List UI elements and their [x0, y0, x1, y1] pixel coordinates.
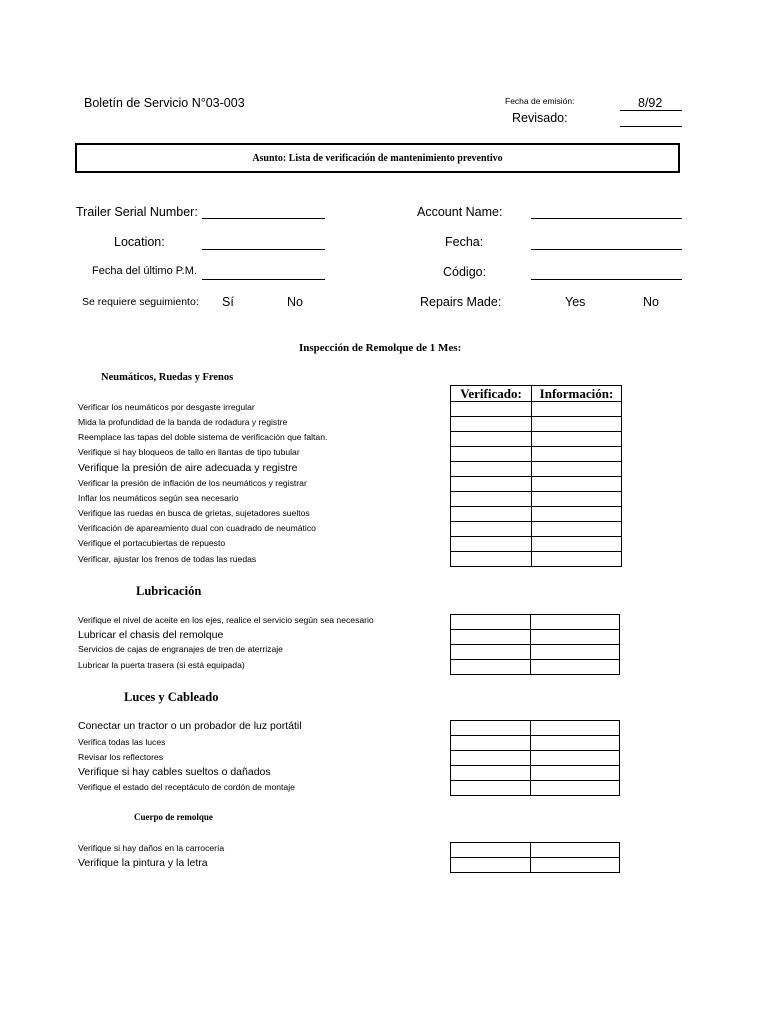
- checklist-item: Verifique el estado del receptáculo de cordón de montaje: [78, 782, 295, 792]
- verified-cell[interactable]: [451, 630, 531, 645]
- info-cell[interactable]: [531, 751, 620, 766]
- checklist-item: Verifique si hay cables sueltos o dañados: [78, 766, 271, 778]
- info-cell[interactable]: [532, 432, 622, 447]
- info-cell[interactable]: [532, 552, 622, 567]
- body-checklist-table: [450, 842, 620, 873]
- account-name-field[interactable]: [531, 218, 682, 219]
- checklist-item: Revisar los reflectores: [78, 752, 164, 762]
- info-cell[interactable]: [532, 537, 622, 552]
- info-cell[interactable]: [531, 630, 620, 645]
- last-pm-field[interactable]: [202, 279, 325, 280]
- checklist-item: Lubricar el chasis del remolque: [78, 629, 224, 641]
- checklist-item: Verifique las ruedas en busca de grietas, sujetadores sueltos: [78, 508, 310, 518]
- verified-cell[interactable]: [451, 462, 532, 477]
- verified-cell[interactable]: [451, 402, 532, 417]
- verified-cell[interactable]: [451, 492, 532, 507]
- tires-checklist-table: [450, 385, 622, 567]
- checklist-item: Verifique la pintura y la letra: [78, 857, 208, 869]
- revised-label: Revisado:: [512, 111, 568, 125]
- verified-cell[interactable]: [451, 645, 531, 660]
- trailer-serial-label: Trailer Serial Number:: [76, 205, 198, 219]
- issue-date-value: 8/92: [638, 96, 663, 110]
- repairs-yes-option[interactable]: Yes: [565, 295, 586, 309]
- checklist-item: Conectar un tractor o un probador de luz portátil: [78, 720, 302, 732]
- verified-cell[interactable]: [451, 615, 531, 630]
- checklist-item: Reemplace las tapas del doble sistema de verificación que faltan.: [78, 432, 328, 442]
- verified-cell[interactable]: [451, 417, 532, 432]
- last-pm-label: Fecha del último P.M.: [92, 265, 197, 277]
- verified-cell[interactable]: [451, 477, 532, 492]
- verified-cell[interactable]: [451, 522, 532, 537]
- verified-header: Verificado:: [451, 386, 532, 402]
- followup-label: Se requiere seguimiento:: [82, 296, 199, 308]
- followup-yes-option[interactable]: Sí: [222, 295, 234, 309]
- info-cell[interactable]: [531, 660, 620, 675]
- info-cell[interactable]: [531, 766, 620, 781]
- info-cell[interactable]: [531, 858, 620, 873]
- checklist-item: Verifique la presión de aire adecuada y registre: [78, 462, 298, 474]
- info-cell[interactable]: [532, 507, 622, 522]
- info-cell[interactable]: [532, 402, 622, 417]
- lights-checklist-table: [450, 720, 620, 796]
- followup-no-option[interactable]: No: [287, 295, 303, 309]
- checklist-item: Servicios de cajas de engranajes de tren de aterrizaje: [78, 644, 283, 654]
- repairs-no-option[interactable]: No: [643, 295, 659, 309]
- issue-date-underline: [620, 110, 682, 111]
- verified-cell[interactable]: [451, 766, 531, 781]
- info-cell[interactable]: [531, 645, 620, 660]
- bulletin-number: Boletín de Servicio N°03-003: [84, 96, 245, 110]
- checklist-item: Mida la profundidad de la banda de rodadura y registre: [78, 417, 288, 427]
- codigo-field[interactable]: [531, 279, 682, 280]
- section-title-body: Cuerpo de remolque: [134, 812, 213, 822]
- verified-cell[interactable]: [451, 843, 531, 858]
- location-field[interactable]: [202, 249, 325, 250]
- checklist-item: Verifique el nivel de aceite en los ejes, realice el servicio según sea necesario: [78, 615, 374, 625]
- checklist-item: Verificar, ajustar los frenos de todas las ruedas: [78, 554, 257, 564]
- info-header: Información:: [532, 386, 622, 402]
- checklist-item: Verificación de apareamiento dual con cuadrado de neumático: [78, 523, 316, 533]
- info-cell[interactable]: [532, 417, 622, 432]
- info-cell[interactable]: [531, 736, 620, 751]
- inspection-title: Inspección de Remolque de 1 Mes:: [299, 342, 462, 354]
- section-title-lubrication: Lubricación: [136, 584, 202, 598]
- verified-cell[interactable]: [451, 507, 532, 522]
- info-cell[interactable]: [532, 447, 622, 462]
- verified-cell[interactable]: [451, 432, 532, 447]
- verified-cell[interactable]: [451, 552, 532, 567]
- verified-cell[interactable]: [451, 736, 531, 751]
- checklist-item: Verifique el portacubiertas de repuesto: [78, 538, 226, 548]
- subject-box: [75, 143, 680, 173]
- codigo-label: Código:: [443, 265, 487, 279]
- info-cell[interactable]: [532, 462, 622, 477]
- checklist-item: Verifique si hay bloqueos de tallo en llantas de tipo tubular: [78, 447, 300, 457]
- account-name-label: Account Name:: [417, 205, 503, 219]
- info-cell[interactable]: [531, 781, 620, 796]
- verified-cell[interactable]: [451, 721, 531, 736]
- section-title-tires: Neumáticos, Ruedas y Frenos: [101, 372, 234, 383]
- trailer-serial-field[interactable]: [202, 218, 325, 219]
- info-cell[interactable]: [531, 615, 620, 630]
- verified-cell[interactable]: [451, 447, 532, 462]
- info-cell[interactable]: [531, 721, 620, 736]
- checklist-item: Verifique si hay daños en la carrocería: [78, 843, 225, 853]
- verified-cell[interactable]: [451, 858, 531, 873]
- checklist-item: Verificar la presión de inflación de los neumáticos y registrar: [78, 478, 307, 488]
- verified-cell[interactable]: [451, 660, 531, 675]
- fecha-field[interactable]: [531, 249, 682, 250]
- repairs-label: Repairs Made:: [420, 295, 502, 309]
- verified-cell[interactable]: [451, 751, 531, 766]
- section-title-lights: Luces y Cableado: [124, 690, 219, 704]
- info-cell[interactable]: [531, 843, 620, 858]
- verified-cell[interactable]: [451, 537, 532, 552]
- subject-text: Asunto: Lista de verificación de mantenimiento preventivo: [252, 152, 503, 164]
- verified-cell[interactable]: [451, 781, 531, 796]
- info-cell[interactable]: [532, 477, 622, 492]
- checklist-item: Inflar los neumáticos según sea necesario: [78, 493, 239, 503]
- info-cell[interactable]: [532, 522, 622, 537]
- lubrication-checklist-table: [450, 614, 620, 675]
- checklist-item: Verificar los neumáticos por desgaste irregular: [78, 402, 255, 412]
- fecha-label: Fecha:: [445, 235, 484, 249]
- info-cell[interactable]: [532, 492, 622, 507]
- location-label: Location:: [114, 235, 165, 249]
- checklist-item: Verifica todas las luces: [78, 737, 166, 747]
- checklist-item: Lubricar la puerta trasera (si está equipada): [78, 660, 245, 670]
- revised-field[interactable]: [620, 126, 682, 127]
- issue-date-label: Fecha de emisión:: [505, 96, 575, 106]
